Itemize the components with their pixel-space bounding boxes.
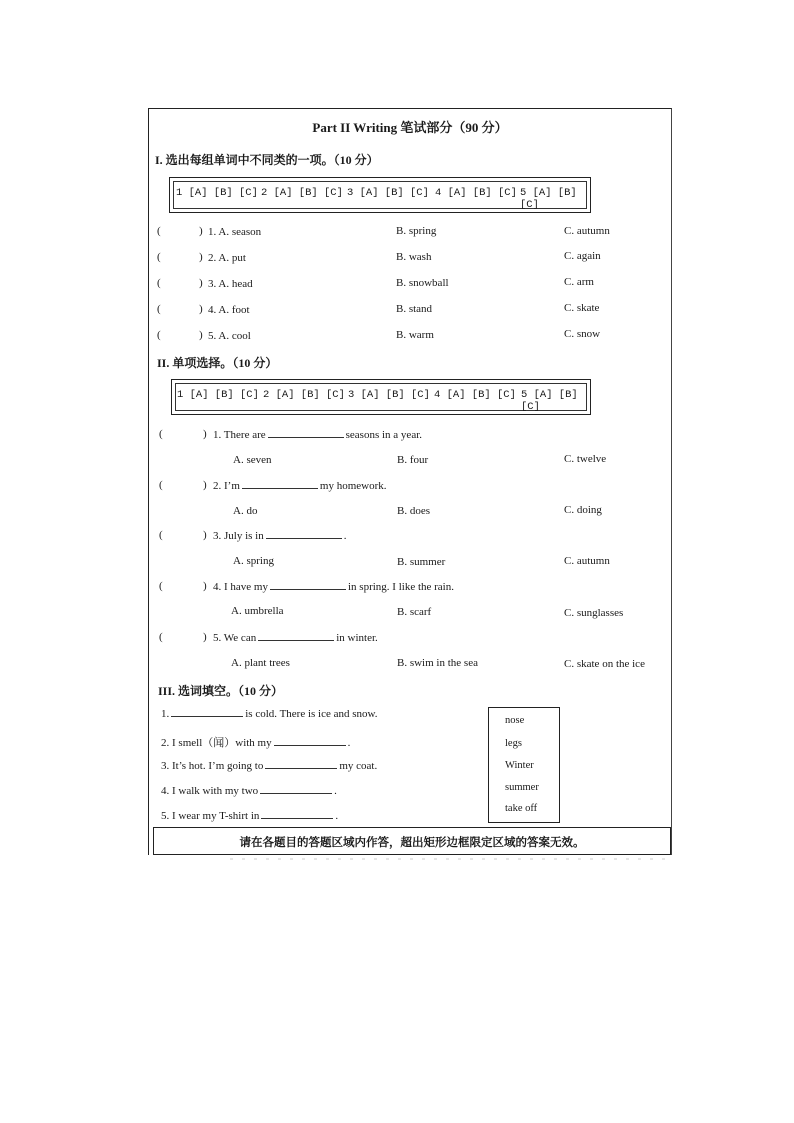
answer-paren-open[interactable]: ( bbox=[159, 428, 163, 440]
word-bank-item: summer bbox=[505, 782, 539, 793]
answer-sheet-2 bbox=[171, 379, 591, 415]
answer-bubble-1-5[interactable]: 5 [A] [B] [C] bbox=[520, 187, 577, 211]
option-c: C. snow bbox=[564, 328, 601, 340]
answer-blank[interactable] bbox=[261, 817, 333, 819]
answer-bubble-1-3[interactable]: 3 [A] [B] [C] bbox=[347, 187, 429, 199]
answer-paren-close: ) bbox=[199, 277, 203, 289]
option-c: C. again bbox=[564, 250, 601, 262]
answer-paren-open[interactable]: ( bbox=[159, 631, 163, 643]
option-b: B. summer bbox=[397, 556, 446, 568]
section-3-heading: III. 选词填空。（10 分） bbox=[158, 684, 284, 698]
question-tail: . bbox=[343, 530, 347, 542]
answer-bubble-2-1[interactable]: 1 [A] [B] [C] bbox=[177, 389, 259, 401]
option-b: B. wash bbox=[396, 251, 432, 263]
answer-blank[interactable] bbox=[274, 744, 346, 746]
answer-blank[interactable] bbox=[270, 588, 346, 590]
answer-paren-close: ) bbox=[203, 580, 207, 592]
answer-paren-open[interactable]: ( bbox=[159, 479, 163, 491]
word-bank-item: take off bbox=[505, 803, 538, 814]
question-tail: in spring. I like the rain. bbox=[347, 581, 454, 593]
answer-paren-open[interactable]: ( bbox=[159, 529, 163, 541]
option-c: C. autumn bbox=[564, 225, 610, 237]
answer-bubble-2-5[interactable]: 5 [A] [B] [C] bbox=[521, 389, 578, 413]
option-a: A. spring bbox=[233, 555, 274, 567]
question-stem: 3. A. head bbox=[208, 278, 253, 290]
option-a: A. umbrella bbox=[231, 605, 284, 617]
question-stem: 3. July is in bbox=[213, 530, 264, 542]
answer-blank[interactable] bbox=[265, 767, 337, 769]
question-stem: 4. A. foot bbox=[208, 304, 250, 316]
option-c: C. skate on the ice bbox=[564, 658, 645, 670]
option-b: B. does bbox=[397, 505, 430, 517]
option-c: C. twelve bbox=[564, 453, 607, 465]
answer-bubble-2-4[interactable]: 4 [A] [B] [C] bbox=[434, 389, 516, 401]
answer-paren-open[interactable]: ( bbox=[157, 303, 161, 315]
answer-blank[interactable] bbox=[242, 487, 318, 489]
scan-smudge bbox=[230, 858, 670, 861]
section-2-heading: II. 单项选择。（10 分） bbox=[157, 356, 278, 370]
question-stem: 5. A. cool bbox=[208, 330, 251, 342]
option-b: B. spring bbox=[396, 225, 437, 237]
answer-bubble-2-2[interactable]: 2 [A] [B] [C] bbox=[263, 389, 345, 401]
word-bank-item: legs bbox=[505, 738, 522, 749]
answer-paren-open[interactable]: ( bbox=[159, 580, 163, 592]
answer-sheet-1 bbox=[169, 177, 591, 213]
question-stem: 1. A. season bbox=[208, 226, 262, 238]
fill-sentence-1: 1. is cold. There is ice and snow. bbox=[161, 708, 378, 720]
option-a: A. do bbox=[233, 505, 258, 517]
answer-paren-open[interactable]: ( bbox=[157, 329, 161, 341]
section-1-heading: I. 选出每组单词中不同类的一项。（10 分） bbox=[155, 153, 379, 167]
answer-paren-close: ) bbox=[203, 631, 207, 643]
option-c: C. autumn bbox=[564, 555, 610, 567]
answer-paren-close: ) bbox=[199, 303, 203, 315]
question-stem: 5. We can bbox=[213, 632, 257, 644]
fill-sentence-3: 3. It’s hot. I’m going to my coat. bbox=[161, 760, 378, 772]
option-b: B. stand bbox=[396, 303, 433, 315]
answer-paren-close: ) bbox=[203, 529, 207, 541]
answer-paren-close: ) bbox=[203, 428, 207, 440]
answer-area-notice bbox=[153, 827, 671, 855]
answer-blank[interactable] bbox=[266, 537, 342, 539]
question-tail: my homework. bbox=[319, 480, 387, 492]
question-tail: in winter. bbox=[336, 632, 378, 644]
fill-sentence-4: 4. I walk with my two . bbox=[161, 785, 337, 797]
answer-bubble-1-4[interactable]: 4 [A] [B] [C] bbox=[435, 187, 517, 199]
option-b: B. snowball bbox=[396, 277, 449, 289]
word-bank-item: nose bbox=[505, 715, 525, 726]
question-stem: 1. There are bbox=[213, 429, 266, 441]
fill-sentence-5: 5. I wear my T-shirt in . bbox=[161, 810, 339, 822]
answer-paren-open[interactable]: ( bbox=[157, 251, 161, 263]
option-b: B. warm bbox=[396, 329, 434, 341]
option-c: C. doing bbox=[564, 504, 602, 516]
answer-paren-close: ) bbox=[199, 329, 203, 341]
question-tail: seasons in a year. bbox=[345, 429, 423, 441]
option-c: C. sunglasses bbox=[564, 607, 624, 619]
question-stem: 4. I have my bbox=[213, 581, 268, 593]
word-bank-item: Winter bbox=[505, 760, 534, 771]
option-b: B. four bbox=[397, 454, 429, 466]
answer-paren-open[interactable]: ( bbox=[157, 225, 161, 237]
option-c: C. arm bbox=[564, 276, 594, 288]
option-a: A. plant trees bbox=[231, 657, 290, 669]
answer-paren-close: ) bbox=[199, 225, 203, 237]
answer-paren-close: ) bbox=[203, 479, 207, 491]
answer-blank[interactable] bbox=[258, 639, 334, 641]
word-bank bbox=[488, 707, 560, 823]
option-c: C. skate bbox=[564, 302, 600, 314]
answer-blank[interactable] bbox=[260, 792, 332, 794]
option-a: A. seven bbox=[233, 454, 272, 466]
question-stem: 2. A. put bbox=[208, 252, 246, 264]
answer-bubble-1-2[interactable]: 2 [A] [B] [C] bbox=[261, 187, 343, 199]
option-b: B. swim in the sea bbox=[397, 657, 478, 669]
fill-sentence-2: 2. I smell（闻）with my . bbox=[161, 737, 351, 749]
answer-paren-close: ) bbox=[199, 251, 203, 263]
notice-text: 请在各题目的答题区域内作答，超出矩形边框限定区域的答案无效。 bbox=[239, 835, 585, 849]
option-b: B. scarf bbox=[397, 606, 432, 618]
answer-blank[interactable] bbox=[171, 715, 243, 717]
question-stem: 2. I’m bbox=[213, 480, 240, 492]
answer-bubble-1-1[interactable]: 1 [A] [B] [C] bbox=[176, 187, 258, 199]
answer-blank[interactable] bbox=[268, 436, 344, 438]
answer-bubble-2-3[interactable]: 3 [A] [B] [C] bbox=[348, 389, 430, 401]
exam-sheet bbox=[148, 108, 672, 855]
page-title: Part II Writing 笔试部分（90 分） bbox=[312, 120, 508, 135]
answer-paren-open[interactable]: ( bbox=[157, 277, 161, 289]
